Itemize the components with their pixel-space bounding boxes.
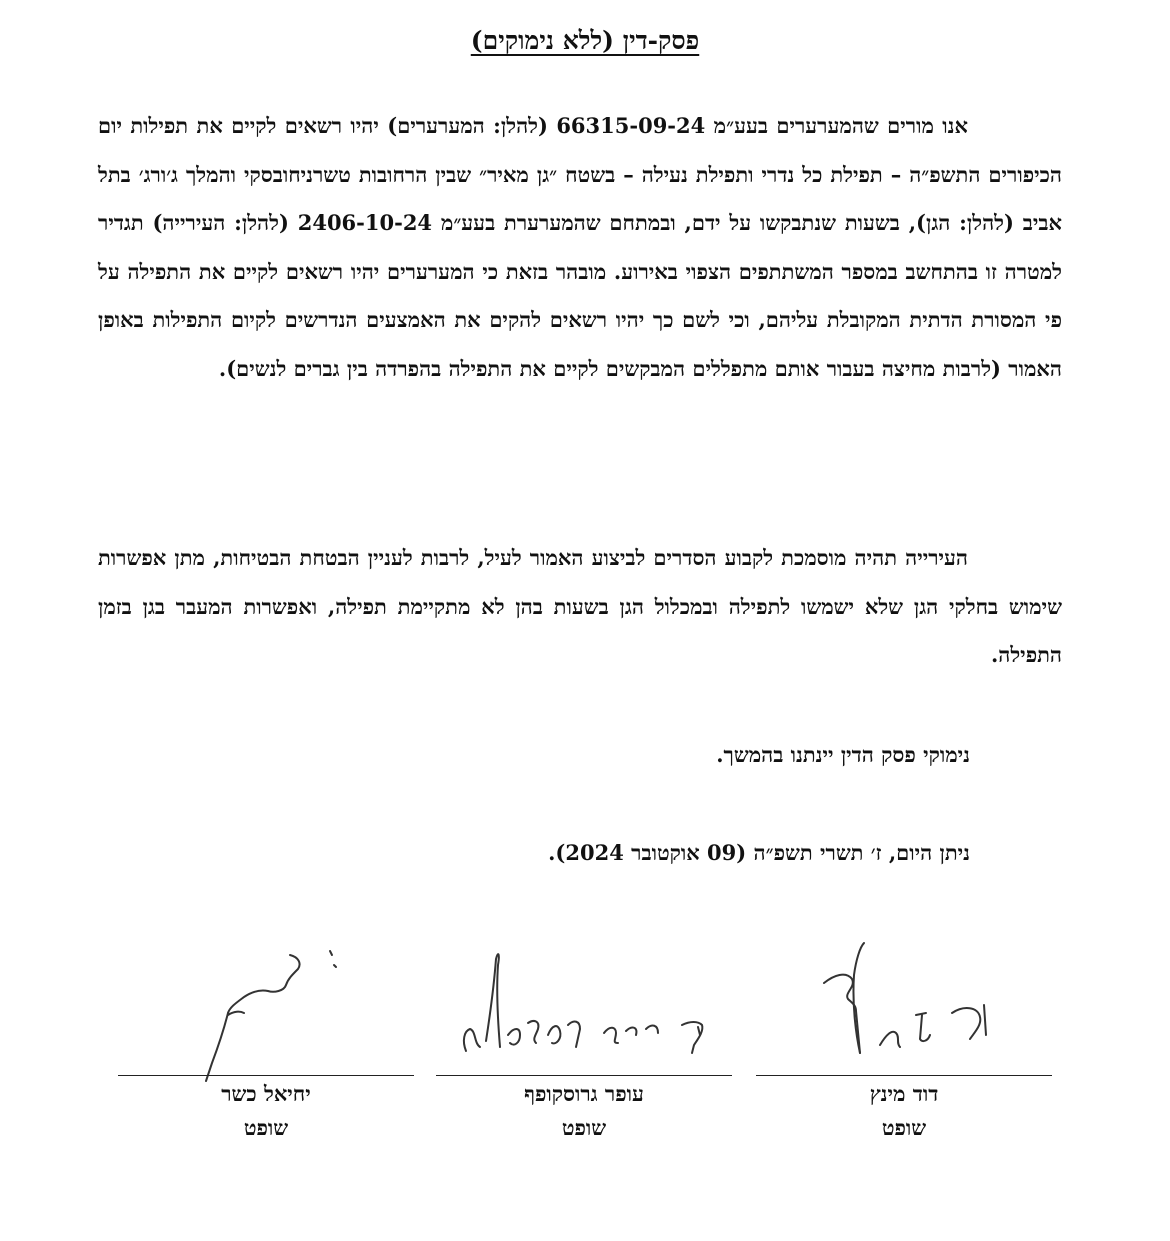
ruling-paragraph-2: העירייה תהיה מוסמכת לקבוע הסדרים לביצוע האמור לעיל, לרבות לעניין הבטחת הבטיחות, מתן אפשרות שימוש בחלקי הגן שלא ישמשו לתפילה ובמכלול הגן בשעות בהן לא מתקיימת תפילה, ואפשרות המעבר בגן בזמן התפילה. — [98, 545, 1062, 668]
handwritten-signature-groskopf — [436, 935, 732, 1075]
signature-line — [118, 1075, 414, 1076]
handwritten-signature-mintz — [756, 935, 1052, 1075]
given-date: ניתן היום, ז׳ תשרי תשפ״ה (09 אוקטובר 2024). — [548, 840, 970, 865]
signature-block-mintz — [756, 935, 1052, 1165]
judge-name: יחיאל כשר — [221, 1081, 311, 1106]
judge-title: שופט — [243, 1115, 289, 1140]
ruling-paragraph-1: אנו מורים שהמערערים בעע״מ 66315-09-24 (להלן: המערערים) יהיו רשאים לקיים את תפילות יום הכיפורים התשפ״ה – תפילת כל נדרי ותפילת נעילה – בשטח ״גן מאיר״ שבין הרחובות טשרניחובסקי והמלך ג׳ורג׳ בתל אביב (להלן: הגן), בשעות שנתבקשו על ידם, ובמתחם שהמערערת בעע״מ 2406-10-24 (להלן: העירייה) תגדיר למטרה זו בהתחשב במספר המשתתפים הצפוי באירוע. מובהר בזאת כי המערערים יהיו רשאים לקיים את התפילה על פי המסורת הדתית המקובלת עליהם, וכי לשם כך יהיו רשאים להקים את האמצעים הנדרשים לקיום התפילות באופן האמור (לרבות מחיצה בעבור אותם מתפללים המבקשים לקיים את התפילה בהפרדה בין גברים לנשים). — [98, 113, 1062, 381]
document-title — [0, 26, 1170, 56]
signature-block-groskopf — [436, 935, 732, 1165]
document-title-text: פסק-דין (ללא נימוקים) — [470, 26, 700, 55]
reasons-note: נימוקי פסק הדין יינתנו בהמשך. — [716, 742, 970, 767]
signature-line — [756, 1075, 1052, 1076]
judge-title: שופט — [881, 1115, 927, 1140]
handwritten-signature-kesher — [118, 935, 414, 1095]
judge-name: עופר גרוסקופף — [524, 1081, 644, 1106]
judge-name: דוד מינץ — [869, 1081, 939, 1106]
judge-title: שופט — [561, 1115, 607, 1140]
signature-block-kesher — [118, 935, 414, 1165]
signature-line — [436, 1075, 732, 1076]
